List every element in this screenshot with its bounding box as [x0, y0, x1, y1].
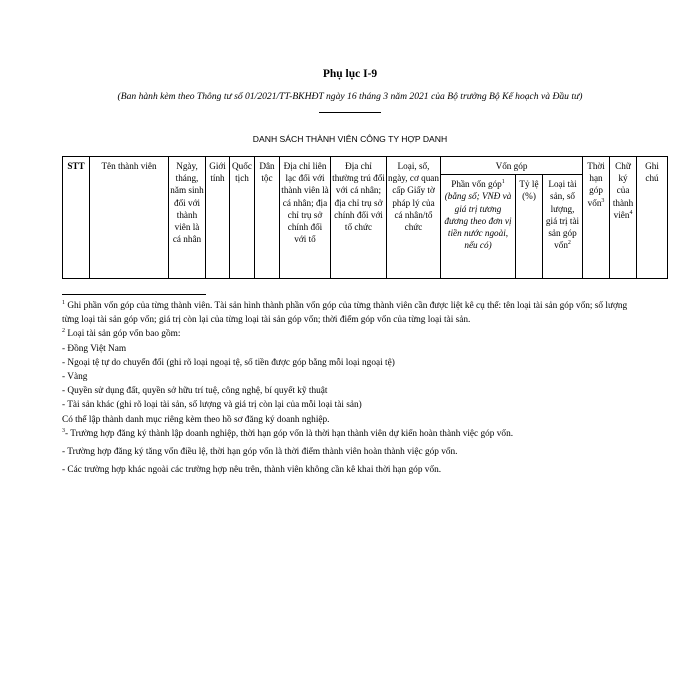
- col-header-note: Ghi chú: [637, 157, 668, 279]
- footnote-3-paragraph: - Các trường hợp khác ngoài các trường hợp nêu trên, thành viên không cần kê khai thời hạn góp vốn.: [62, 465, 442, 476]
- footnote-1: $^1$ Ghi phần vốn góp của từng thành viên. Tài sản hình thành phần vốn góp của từng thành viên cần được liệt kê cụ thể: tên loại tài sản góp vốn; số lượng từng loại tài sản góp vốn; giá trị còn lại của từng loại tài sản góp vốn; thời điểm góp vốn của từng loại tài sản.: [62, 299, 628, 326]
- footnote-2-item: - Quyền sử dụng đất, quyền sở hữu trí tuệ, công nghệ, bí quyết kỹ thuật: [62, 386, 328, 397]
- footnote-2-item: - Đồng Việt Nam: [62, 343, 127, 354]
- footnote-2-intro: $^2$ Loại tài sản góp vốn bao gồm:: [62, 328, 181, 340]
- appendix-title: Phụ lục I-9: [322, 68, 378, 80]
- col-header-nationality: Quốc tịch: [230, 157, 255, 279]
- col-header-gender: Giới tính: [206, 157, 230, 279]
- footnote-2-item: - Vàng: [62, 372, 88, 383]
- capital-share-note: (bằng số; VNĐ và giá trị tương đương theo đơn vị tiền nước ngoài, nếu có): [444, 191, 512, 251]
- table-header-row: [63, 157, 668, 175]
- footnote-2-outro: Có thể lập thành danh mục riêng kèm theo hồ sơ đăng ký doanh nghiệp.: [62, 414, 330, 425]
- col-header-contact-address: Địa chỉ liên lạc đối với thành viên là cá nhân; địa chỉ trụ sở chính đối với tổ: [280, 157, 331, 279]
- col-header-stt: STT: [63, 157, 90, 279]
- col-header-name: Tên thành viên: [90, 157, 169, 279]
- col-header-capital-group: Vốn góp: [441, 157, 583, 175]
- title-separator: [319, 112, 381, 113]
- col-header-capital-share: Phần vốn góp$^1$ (bằng số; VNĐ và giá trị tương đương theo đơn vị tiền nước ngoài, nếu có): [441, 175, 516, 279]
- col-header-permanent-address: Địa chỉ thường trú đối với cá nhân; địa chỉ trụ sở chính đối với tổ chức: [331, 157, 387, 279]
- col-header-asset-type: Loại tài sản, số lượng, giá trị tài sản góp vốn$^2$: [543, 175, 583, 279]
- col-header-ethnicity: Dân tộc: [255, 157, 280, 279]
- col-header-signature: Chữ ký của thành viên$^4$: [610, 157, 637, 279]
- member-list-title: DANH SÁCH THÀNH VIÊN CÔNG TY HỢP DANH: [252, 134, 448, 144]
- footnote-separator: [62, 294, 206, 295]
- footnotes: [62, 299, 644, 477]
- footnote-3-paragraph: - Trường hợp đăng ký tăng vốn điều lệ, thời hạn góp vốn là thời điểm thành viên hoàn thành việc góp vốn.: [62, 447, 458, 458]
- appendix-subtitle: (Ban hành kèm theo Thông tư số 01/2021/TT-BKHĐT ngày 16 tháng 3 năm 2021 của Bộ trưởng Bộ Kế hoạch và Đầu tư): [117, 91, 583, 102]
- col-header-ratio: Tỷ lệ (%): [516, 175, 543, 279]
- col-header-legal-document: Loại, số, ngày, cơ quan cấp Giấy tờ pháp lý của cá nhân/tổ chức: [387, 157, 441, 279]
- footnote-2-item: - Tài sản khác (ghi rõ loại tài sản, số lượng và giá trị còn lại của mỗi loại tài sản): [62, 400, 362, 411]
- col-header-dob: Ngày, tháng, năm sinh đối với thành viên là cá nhân: [169, 157, 206, 279]
- footnote-2-item: - Ngoại tệ tự do chuyển đổi (ghi rõ loại ngoại tệ, số tiền được góp bằng mỗi loại ngoại tệ): [62, 357, 395, 368]
- col-header-deadline: Thời hạn góp vốn$^3$: [583, 157, 610, 279]
- member-table: [62, 156, 668, 279]
- footnote-3-paragraph: $^3$- Trường hợp đăng ký thành lập doanh nghiệp, thời hạn góp vốn là thời hạn thành viên dự kiến hoàn thành việc góp vốn.: [62, 427, 514, 439]
